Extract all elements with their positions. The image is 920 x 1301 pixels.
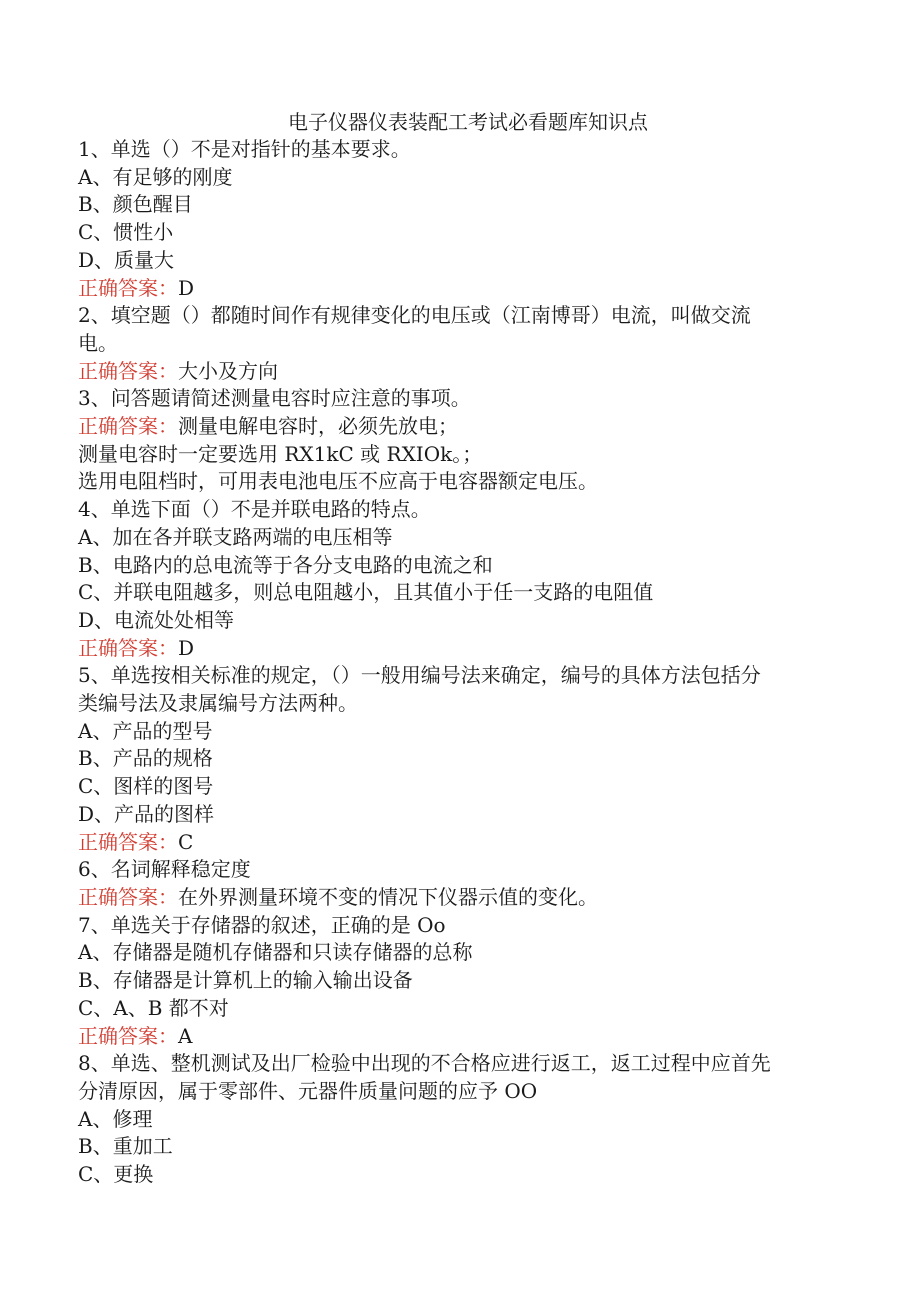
document-title: 电子仪器仪表装配工考试必看题库知识点 bbox=[288, 110, 648, 134]
answer-label: 正确答案： bbox=[78, 275, 178, 300]
text-line: 测量电容时一定要选用 RX1kC 或 RXIOk。； bbox=[78, 441, 483, 466]
document-page bbox=[78, 108, 838, 1189]
text-line: D、产品的图样 bbox=[78, 801, 215, 826]
text-line: A、加在各并联支路两端的电压相等 bbox=[78, 524, 393, 549]
text-line: B、颜色醒目 bbox=[78, 192, 193, 217]
answer-line bbox=[78, 635, 838, 663]
text-line: 类编号法及隶属编号方法两种。 bbox=[78, 691, 358, 716]
text-line: 电。 bbox=[78, 330, 118, 355]
answer-line bbox=[78, 358, 838, 386]
answer-label: 正确答案： bbox=[78, 635, 178, 660]
text-line: A、存储器是随机存储器和只读存储器的总称 bbox=[78, 940, 473, 965]
text-line: D、质量大 bbox=[78, 247, 175, 272]
text-line: C、图样的图号 bbox=[78, 774, 214, 799]
text-line: 4、单选下面（）不是并联电路的特点。 bbox=[78, 497, 431, 522]
answer-value: 在外界测量环境不变的情况下仪器示值的变化。 bbox=[178, 884, 598, 909]
text-line: 分清原因，属于零部件、元器件质量问题的应予 OO bbox=[78, 1078, 538, 1103]
answer-value: C bbox=[178, 829, 194, 854]
text-line: 1、单选（）不是对指针的基本要求。 bbox=[78, 137, 411, 161]
text-line: A、产品的型号 bbox=[78, 718, 213, 743]
text-line: 2、填空题（）都随时间作有规律变化的电压或（江南博哥）电流，叫做交流 bbox=[78, 303, 751, 328]
answer-label: 正确答案： bbox=[78, 829, 178, 854]
text-line: 3、问答题请简述测量电容时应注意的事项。 bbox=[78, 386, 471, 411]
answer-value: D bbox=[178, 275, 195, 300]
answer-label: 正确答案： bbox=[78, 414, 178, 439]
text-line: C、A、B 都不对 bbox=[78, 995, 229, 1020]
answer-line bbox=[78, 275, 838, 303]
text-line: B、重加工 bbox=[78, 1134, 173, 1159]
answer-value: 测量电解电容时，必须先放电； bbox=[178, 414, 458, 439]
text-line: A、修理 bbox=[78, 1106, 153, 1131]
answer-line bbox=[78, 1023, 838, 1051]
text-line: B、产品的规格 bbox=[78, 746, 213, 771]
text-line: 6、名词解释稳定度 bbox=[78, 857, 251, 882]
text-line: 5、单选按相关标准的规定，（）一般用编号法来确定，编号的具体方法包括分 bbox=[78, 663, 761, 688]
text-line: B、存储器是计算机上的输入输出设备 bbox=[78, 968, 413, 993]
answer-label: 正确答案： bbox=[78, 358, 178, 383]
answer-label: 正确答案： bbox=[78, 884, 178, 909]
text-line: A、有足够的刚度 bbox=[78, 164, 233, 189]
text-line: D、电流处处相等 bbox=[78, 607, 235, 632]
answer-label: 正确答案： bbox=[78, 1023, 178, 1048]
answer-value: D bbox=[178, 635, 195, 660]
text-line: B、电路内的总电流等于各分支电路的电流之和 bbox=[78, 552, 493, 577]
answer-value: A bbox=[178, 1023, 193, 1048]
text-line: C、更换 bbox=[78, 1162, 154, 1187]
answer-line bbox=[78, 884, 838, 912]
text-line: C、惯性小 bbox=[78, 220, 174, 245]
text-line: 8、单选、整机测试及出厂检验中出现的不合格应进行返工，返工过程中应首先 bbox=[78, 1051, 771, 1076]
answer-line bbox=[78, 413, 838, 441]
text-line: C、并联电阻越多，则总电阻越小，且其值小于任一支路的电阻值 bbox=[78, 580, 654, 605]
text-line: 选用电阻档时，可用表电池电压不应高于电容器额定电压。 bbox=[78, 469, 598, 494]
text-line: 7、单选关于存储器的叙述，正确的是 Oo bbox=[78, 912, 446, 937]
answer-line bbox=[78, 829, 838, 857]
question-list bbox=[78, 136, 838, 1189]
answer-value: 大小及方向 bbox=[178, 358, 278, 383]
